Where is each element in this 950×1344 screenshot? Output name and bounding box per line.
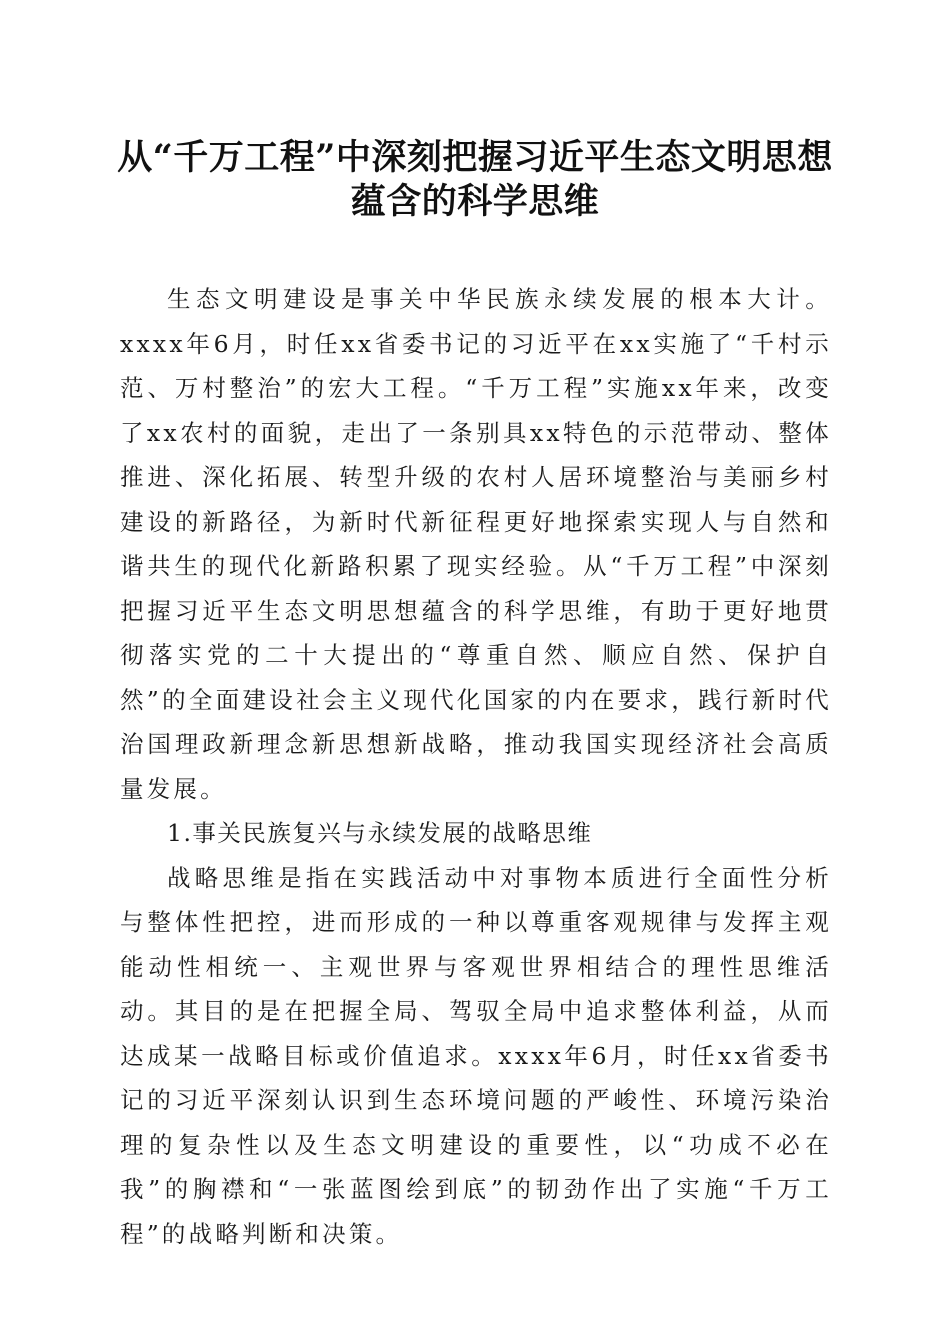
document-title: 从“千万工程”中深刻把握习近平生态文明思想蕴含的科学思维: [117, 137, 833, 222]
intro-paragraph: 生态文明建设是事关中华民族永续发展的根本大计。xxxx年6月，时任xx省委书记的习近平在xx实施了“千村示范、万村整治”的宏大工程。“千万工程”实施xx年来，改变了xx农村的面貌，走出了一条别具xx特色的示范带动、整体推进、深化拓展、转型升级的农村人居环境整治与美丽乡村建设的新路径，为新时代新征程更好地探索实现人与自然和谐共生的现代化新路积累了现实经验。从“千万工程”中深刻把握习近平生态文明思想蕴含的科学思维，有助于更好地贯彻落实党的二十大提出的“尊重自然、顺应自然、保护自然”的全面建设社会主义现代化国家的内在要求，践行新时代治国理政新理念新思想新战略，推动我国实现经济社会高质量发展。: [120, 285, 832, 803]
section-heading: 1.事关民族复兴与永续发展的战略思维: [167, 819, 593, 847]
section-paragraph: 战略思维是指在实践活动中对事物本质进行全面性分析与整体性把控，进而形成的一种以尊重客观规律与发挥主观能动性相统一、主观世界与客观世界相结合的理性思维活动。其目的是在把握全局、驾驭全局中追求整体利益，从而达成某一战略目标或价值追求。xxxx年6月，时任xx省委书记的习近平深刻认识到生态环境问题的严峻性、环境污染治理的复杂性以及生态文明建设的重要性，以“功成不必在我”的胸襟和“一张蓝图绘到底”的韧劲作出了实施“千万工程”的战略判断和决策。: [120, 863, 832, 1248]
document-body: [120, 277, 832, 1256]
